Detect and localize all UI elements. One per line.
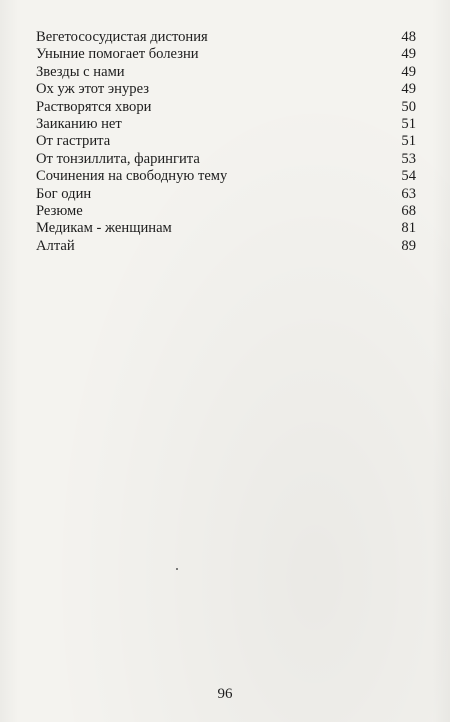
toc-entry — [36, 29, 416, 46]
toc-entry-page: 51 — [401, 133, 416, 150]
toc-entry-title: Сочинения на свободную тему — [36, 168, 228, 185]
toc-entry-title: Уныние помогает болезни — [36, 46, 199, 63]
toc-entry-page: 81 — [401, 220, 416, 237]
toc-entry-title: Ох уж этот энурез — [36, 81, 149, 98]
toc-entry-page: 50 — [401, 98, 416, 115]
toc-entry-title: Медикам - женщинам — [36, 220, 172, 237]
toc-entry-title: Резюме — [36, 202, 83, 219]
toc-entry-title: Бог один — [36, 185, 92, 202]
toc-entry-title: От тонзиллита, фарингита — [36, 150, 200, 167]
toc-entry — [36, 46, 416, 63]
toc-entry-page: 54 — [401, 168, 416, 185]
toc-entry-title: Вегетососудистая дистония — [36, 29, 208, 45]
toc-entry-title: Растворятся хвори — [36, 98, 152, 115]
toc-entry-title: От гастрита — [36, 133, 111, 150]
toc-entry-page: 49 — [401, 81, 416, 98]
toc-entry-title: Заиканию нет — [36, 115, 122, 132]
toc-entry — [36, 81, 416, 98]
toc-entry-page: 89 — [401, 237, 416, 254]
print-speck — [176, 568, 178, 570]
toc-entry — [36, 151, 416, 168]
toc-entry — [36, 168, 416, 185]
toc-entry-page: 51 — [401, 115, 416, 132]
toc-entry-title: Алтай — [36, 237, 75, 254]
toc-entry — [36, 133, 416, 150]
toc-entry — [36, 220, 416, 237]
toc-entry — [36, 64, 416, 81]
toc-entry-page: 49 — [401, 63, 416, 80]
toc-entry — [36, 203, 416, 220]
page-number: 96 — [217, 686, 233, 702]
toc-entry-page: 53 — [401, 150, 416, 167]
toc-entry — [36, 238, 416, 255]
toc-entry-page: 68 — [401, 202, 416, 219]
toc-entry — [36, 186, 416, 203]
toc-entry-page: 49 — [401, 46, 416, 63]
toc-entry — [36, 116, 416, 133]
table-of-contents — [36, 29, 416, 255]
toc-entry — [36, 99, 416, 116]
toc-entry-page: 63 — [401, 185, 416, 202]
toc-entry-page: 48 — [401, 29, 416, 45]
toc-entry-title: Звезды с нами — [36, 63, 125, 80]
